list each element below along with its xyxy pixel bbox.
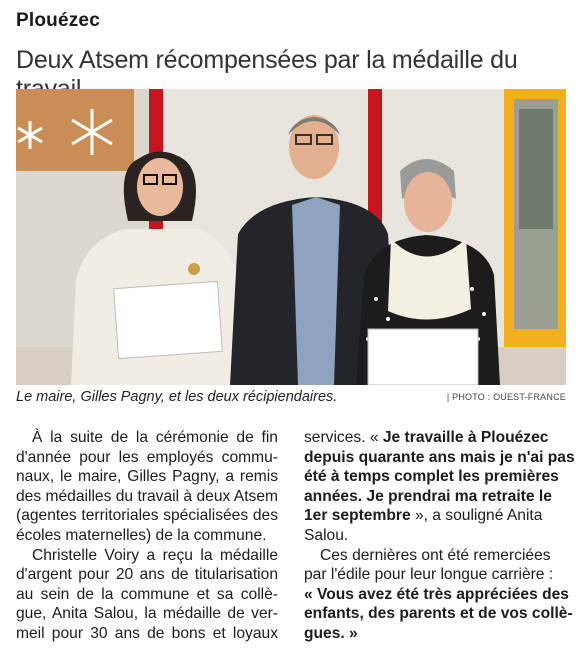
quote-line: enfants, des parents et de vos collè- (304, 605, 573, 623)
snowflake-poster (16, 89, 134, 171)
body-line: naux, le maire, Gilles Pagny, a remis (16, 468, 278, 486)
quote-line: gues. » (304, 624, 358, 642)
article-column-1 (16, 428, 278, 644)
body-line: (agentes territoriales spécialisées des (16, 507, 278, 525)
body-line: au sein de la commune et sa collè- (16, 585, 278, 603)
body-line: d'année pour les employés commu- (16, 448, 278, 466)
quote-line: années. Je prendrai ma retraite le (304, 487, 552, 505)
body-line (304, 428, 566, 448)
quote-line: depuis quarante ans mais je n'ai pas (304, 448, 575, 466)
body-text: services. « (304, 429, 379, 446)
body-line: par l'édile pour leur longue carrière : (304, 566, 554, 584)
article-headline: Deux Atsem récompensées par la médaille du (16, 46, 518, 74)
article-column-2 (304, 428, 575, 644)
body-line: Christelle Voiry a reçu la médaille (32, 546, 278, 564)
body-line (304, 506, 566, 526)
quote-text: 1er septembre (304, 507, 411, 525)
photo-caption-bar (16, 389, 566, 407)
body-line: À la suite de la cérémonie de fin (32, 429, 278, 446)
body-line: des médailles du travail à deux Atsem (16, 487, 278, 505)
quote-line: « Vous avez été très appréciées des (304, 585, 569, 603)
section-kicker: Plouézec (16, 10, 100, 31)
quote-line: été à temps complet les premières (304, 468, 559, 486)
body-line: écoles maternelles) de la commune. (16, 526, 267, 544)
quote-text: Je travaille à Plouézec (382, 429, 549, 446)
body-text: », a souligné Anita (414, 507, 543, 525)
article-photo (16, 89, 566, 385)
body-line: Ces dernières ont été remerciées (320, 546, 551, 564)
body-line: meil pour 30 ans de bons et loyaux (16, 624, 278, 642)
body-line: gue, Anita Salou, la médaille de ver- (16, 605, 278, 623)
body-line: d'argent pour 20 ans de titularisation (16, 566, 278, 584)
body-line: Salou. (304, 526, 349, 544)
photo-caption: Le maire, Gilles Pagny, et les deux récipiendaires. (16, 389, 338, 405)
photo-credit: | PHOTO : OUEST-FRANCE (446, 392, 566, 402)
